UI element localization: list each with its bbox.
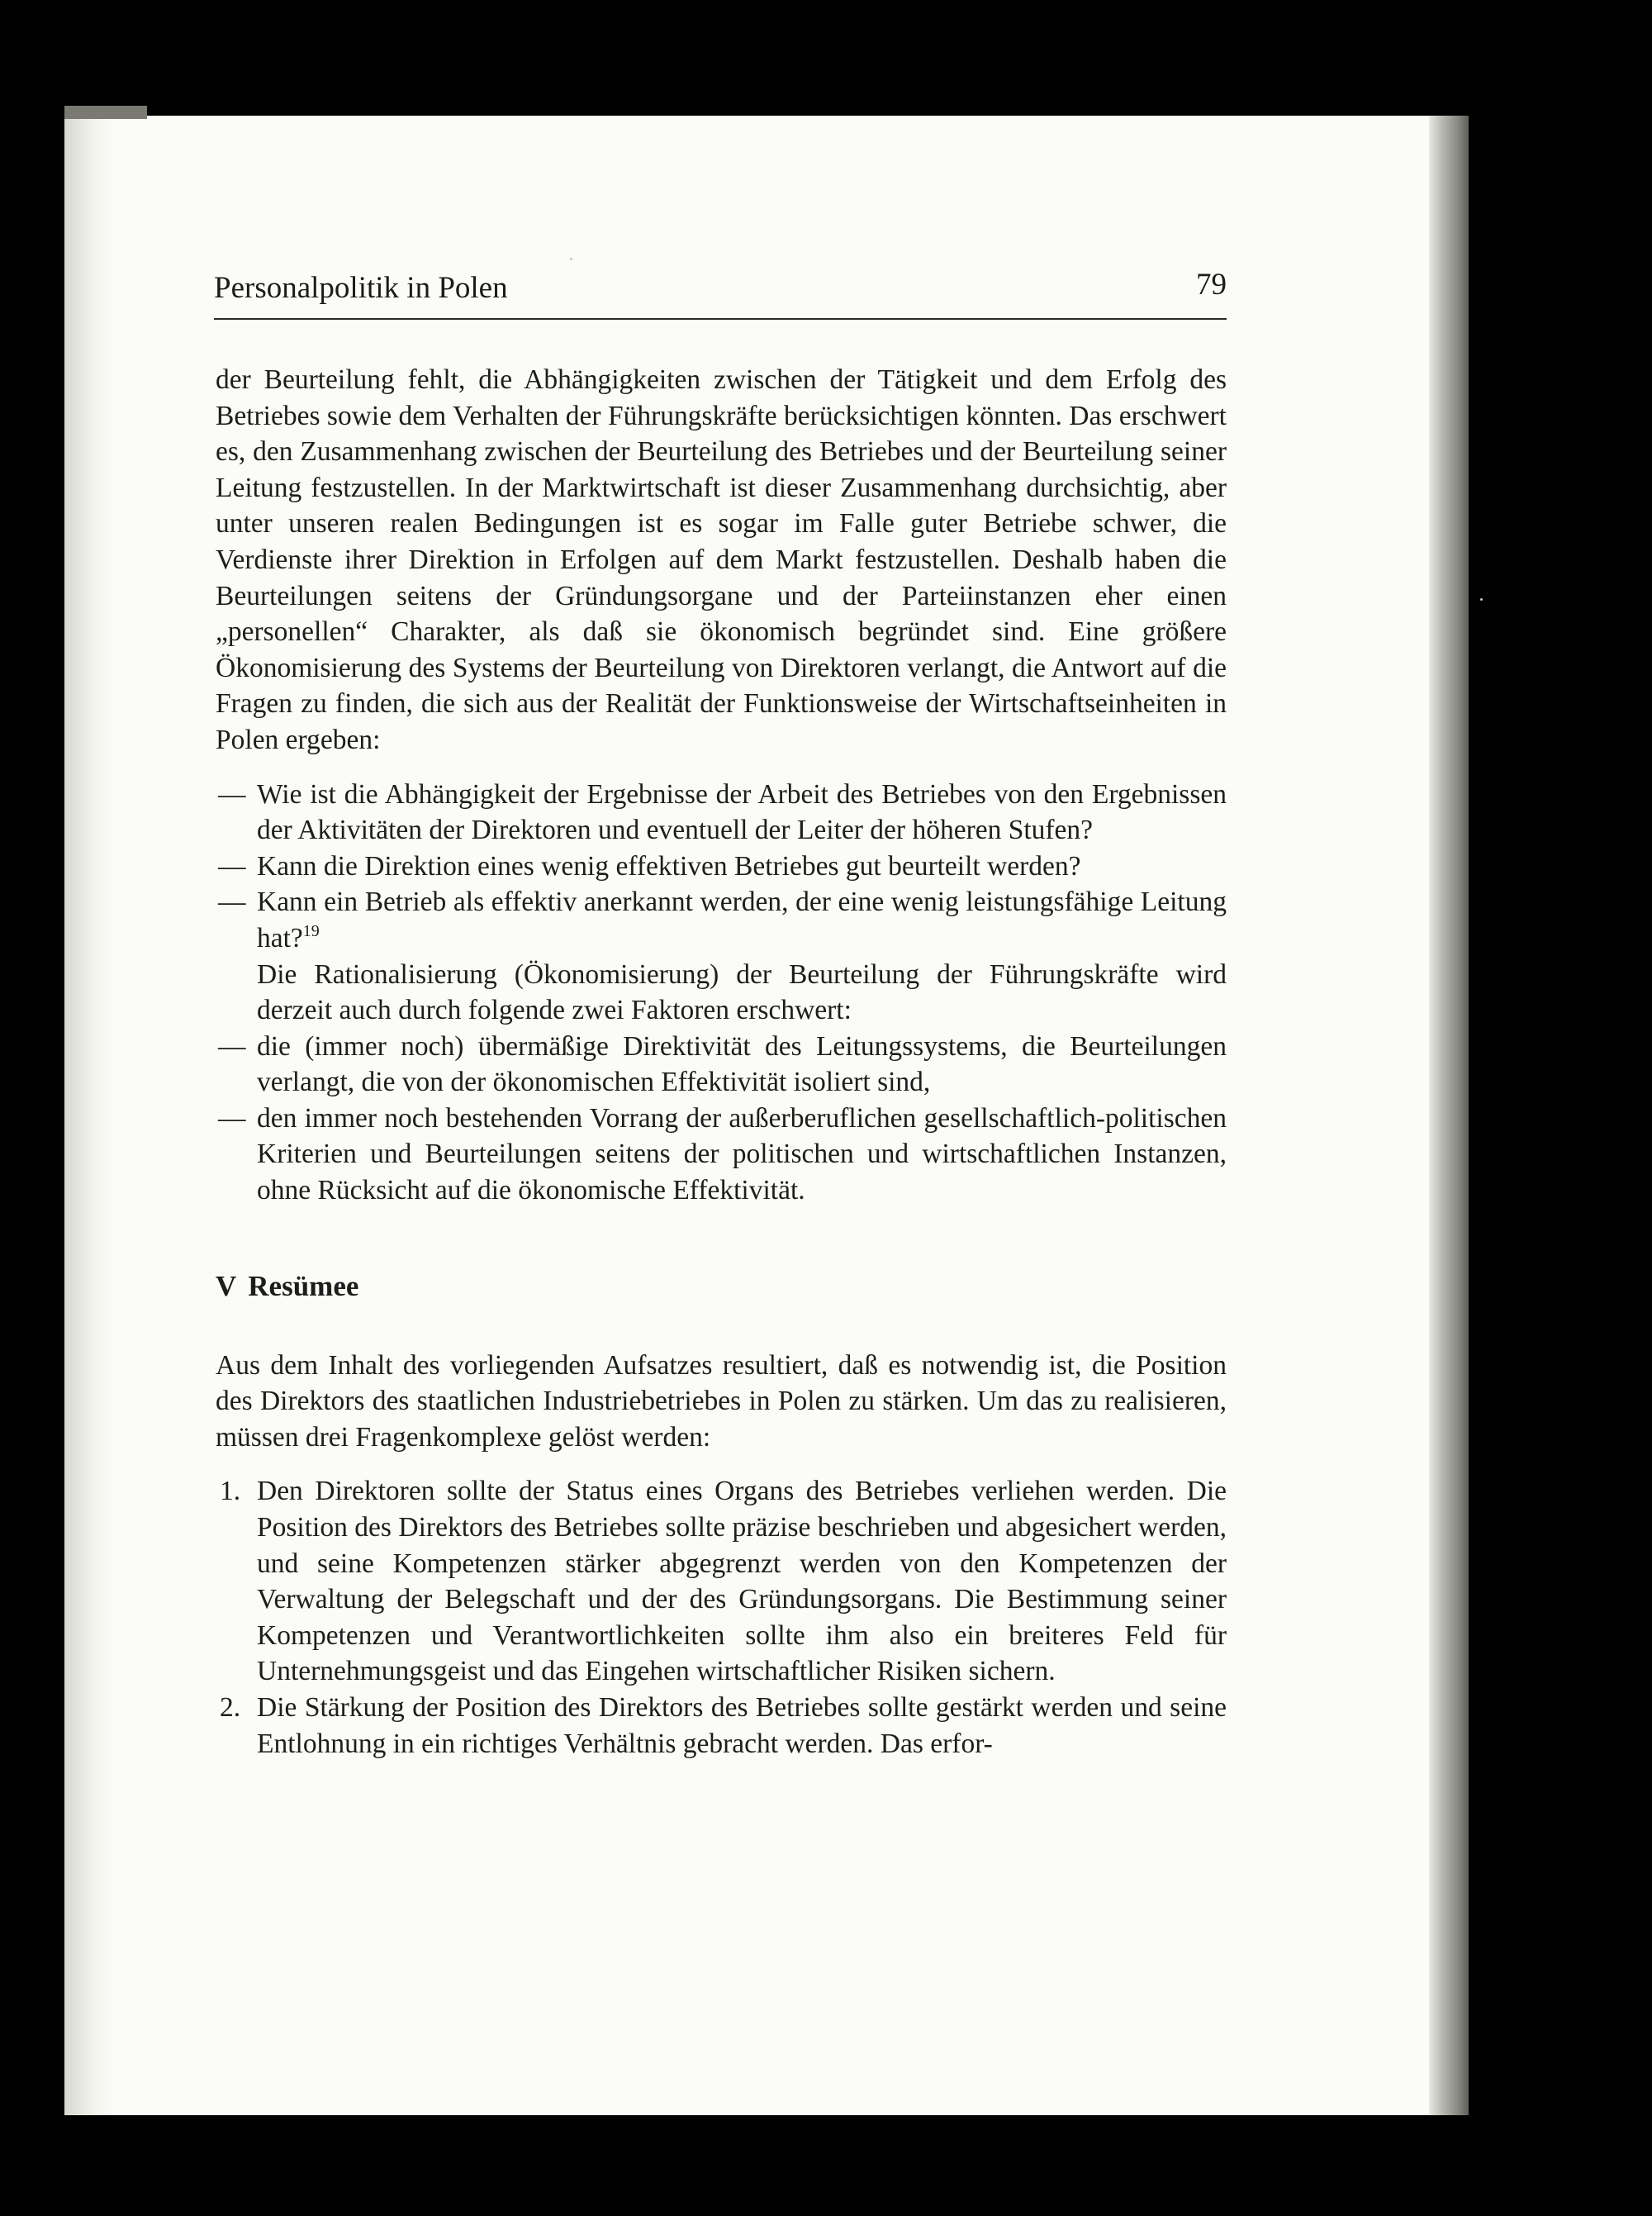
intro-paragraph: der Beurteilung fehlt, die Abhängigkeiten zwischen der Tätigkeit und dem Erfolg des Betriebes sowie dem Verhalten der Führungskräfte berücksichtigen könnten. Das erschwert es, den Zusammenhang zwischen der Beurteilung des Betriebes und der Beurteilung seiner Leitung festzustellen. In der Marktwirtschaft ist dieser Zusammenhang durchsichtig, aber unter unseren realen Bedingungen ist es sogar im Falle guter Betriebe schwer, die Verdienste ihrer Direktion in Erfolgen auf dem Markt festzustellen. Deshalb haben die Beurteilungen seitens der Gründungsorgane und der Parteiinstanzen eher einen „personellen“ Charakter, als daß sie ökonomisch begründet sind. Eine größere Ökonomisierung des Systems der Beurteilung von Direktoren verlangt, die Antwort auf die Fragen zu finden, die sich aus der Realität der Funktionsweise der Wirtschaftseinheiten in Polen ergeben: [216,364,1227,755]
section-heading [216,1268,1227,1305]
section-title: Resümee [248,1269,359,1302]
page-corner-shadow [64,106,147,119]
resume-paragraph: Aus dem Inhalt des vorliegenden Aufsatzes resultiert, daß es notwendig ist, die Position des Direktors des staatlichen Industriebetriebes in Polen zu stärken. Um das zu realisieren, müssen drei Fragenkomplexe gelöst werden: [216,1349,1227,1453]
factors-list [216,1029,1227,1209]
dash-marker: — [218,1102,246,1134]
rationalization-paragraph: Die Rationalisierung (Ökonomisierung) der Beurteilung der Führungskräfte wird derzeit auch durch folgende zwei Faktoren erschwert: [257,958,1227,1026]
list-item [216,1101,1227,1209]
point-text: Den Direktoren sollte der Status eines Organs des Betriebes verliehen werden. Die Position des Direktors des Betriebes sollte präzise beschrieben und abgesichert werden, und seine Kompetenzen stärker abgegrenzt werden von den Kompetenzen der Verwaltung der Belegschaft und der des Gründungsorgans. Die Bestimmung seiner Kompetenzen und Verantwortlichkeiten sollte ihm also ein breiteres Feld für Unternehmungsgeist und das Eingehen wirtschaftlicher Risiken sichern. [257,1476,1227,1687]
running-header [214,267,1227,320]
question-text: Kann ein Betrieb als effektiv anerkannt werden, der eine wenig leistungsfähige Leitung hat? [257,887,1227,953]
point-number: 2. [220,1692,241,1723]
page-gutter-shadow [64,116,114,2115]
dash-marker: — [218,850,246,882]
paper-speck [570,258,572,260]
question-text: Kann die Direktion eines wenig effektiven Betriebes gut beurteilt werden? [257,850,1081,882]
page-edge-shading [1429,116,1469,2115]
paper-speck [1480,598,1483,601]
dash-marker: — [218,778,246,810]
section-number: V [216,1269,237,1302]
questions-list [216,777,1227,957]
list-item [216,1473,1227,1690]
point-number: 1. [220,1476,241,1507]
points-list [216,1473,1227,1762]
page-body [216,362,1227,1762]
question-text: Wie ist die Abhängigkeit der Ergebnisse der Arbeit des Betriebes von den Ergebnissen der Aktivitäten der Direktoren und eventuell der Leiter der höheren Stufen? [257,778,1227,846]
list-item [216,1029,1227,1101]
factor-text: den immer noch bestehenden Vorrang der außerberuflichen gesellschaftlich-politischen Kriterien und Beurteilungen seitens der politischen und wirtschaftlichen Instanzen, ohne Rücksicht auf die ökonomische Effektivität. [257,1102,1227,1206]
point-text: Die Stärkung der Position des Direktors des Betriebes sollte gestärkt werden und seine Entlohnung in ein richtiges Verhältnis gebracht werden. Das erfor- [257,1692,1227,1759]
page-number: 79 [1196,268,1227,302]
footnote-reference: 19 [302,921,320,940]
list-item [216,884,1227,956]
running-title: Personalpolitik in Polen [214,271,508,305]
list-item [216,777,1227,849]
list-item [216,849,1227,885]
dash-marker: — [218,887,246,918]
list-item [216,1690,1227,1762]
factor-text: die (immer noch) übermäßige Direktivität des Leitungssystems, die Beurteilungen verlangt, die von der ökonomischen Effektivität isoliert sind, [257,1030,1227,1098]
dash-marker: — [218,1030,246,1062]
